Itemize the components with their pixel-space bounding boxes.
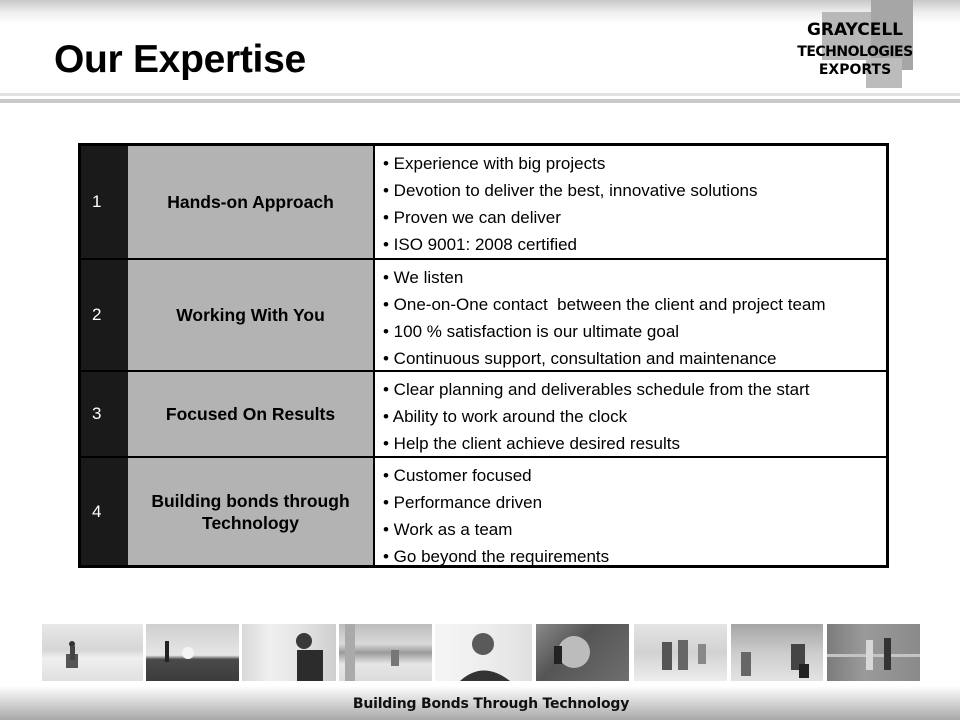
- page-title: Our Expertise: [54, 38, 306, 81]
- bullet-item: • One-on-One contact between the client and project team: [383, 295, 826, 314]
- bullet-item: • Proven we can deliver: [383, 208, 561, 227]
- bullet-item: • Ability to work around the clock: [383, 407, 628, 426]
- table-row: [81, 372, 886, 458]
- logo-text-graycell: GRAYCELL: [806, 20, 904, 40]
- bullet-item: • 100 % satisfaction is our ultimate goal: [383, 322, 680, 341]
- bullet-item: • Clear planning and deliverables schedule from the start: [383, 380, 810, 399]
- row-bullets: [375, 146, 886, 258]
- bullet-item: • Go beyond the requirements: [383, 547, 610, 566]
- table-row: [81, 146, 886, 260]
- footer-tagline: Building Bonds Through Technology: [352, 696, 630, 712]
- row-label: Working With You: [128, 260, 375, 370]
- row-label: Building bonds through Technology: [128, 458, 375, 565]
- sunset-silhouette-photo: [146, 624, 239, 681]
- row-label: Hands-on Approach: [128, 146, 375, 258]
- row-label: Focused On Results: [128, 372, 375, 456]
- row-bullets: [375, 260, 886, 370]
- bullet-item: • Help the client achieve desired results: [383, 434, 680, 453]
- bullet-item: • ISO 9001: 2008 certified: [383, 235, 578, 254]
- office-meeting-photo: [827, 624, 920, 681]
- bullet-item: • Devotion to deliver the best, innovative solutions: [383, 181, 758, 200]
- table-row: [81, 260, 886, 372]
- bullet-item: • Work as a team: [383, 520, 513, 539]
- bullet-item: • Performance driven: [383, 493, 543, 512]
- people-waiting-photo: [634, 624, 727, 681]
- table-row: [81, 458, 886, 565]
- row-number: 2: [81, 260, 128, 370]
- row-number: 3: [81, 372, 128, 456]
- beach-chair-photo: [42, 624, 143, 681]
- expertise-table: [78, 143, 889, 568]
- row-number: 1: [81, 146, 128, 258]
- smiling-man-portrait-photo: [435, 624, 532, 681]
- bullet-item: • Customer focused: [383, 466, 532, 485]
- photo-strip: [42, 624, 920, 681]
- man-on-phone-photo: [536, 624, 629, 681]
- bullet-item: • Continuous support, consultation and maintenance: [383, 349, 777, 368]
- logo-text-technologies: TECHNOLOGIES: [797, 44, 913, 60]
- logo-text-exports: EXPORTS: [818, 62, 892, 78]
- bullet-item: • Experience with big projects: [383, 154, 606, 173]
- man-in-hallway-photo: [242, 624, 336, 681]
- row-number: 4: [81, 458, 128, 565]
- graycell-logo: [790, 0, 920, 92]
- row-bullets: [375, 458, 886, 565]
- bullet-item: • We listen: [383, 268, 464, 287]
- header-divider-bottom: [0, 99, 960, 103]
- row-bullets: [375, 372, 886, 456]
- header-divider-top: [0, 93, 960, 96]
- terminal-travelers-photo: [731, 624, 823, 681]
- station-bench-photo: [339, 624, 432, 681]
